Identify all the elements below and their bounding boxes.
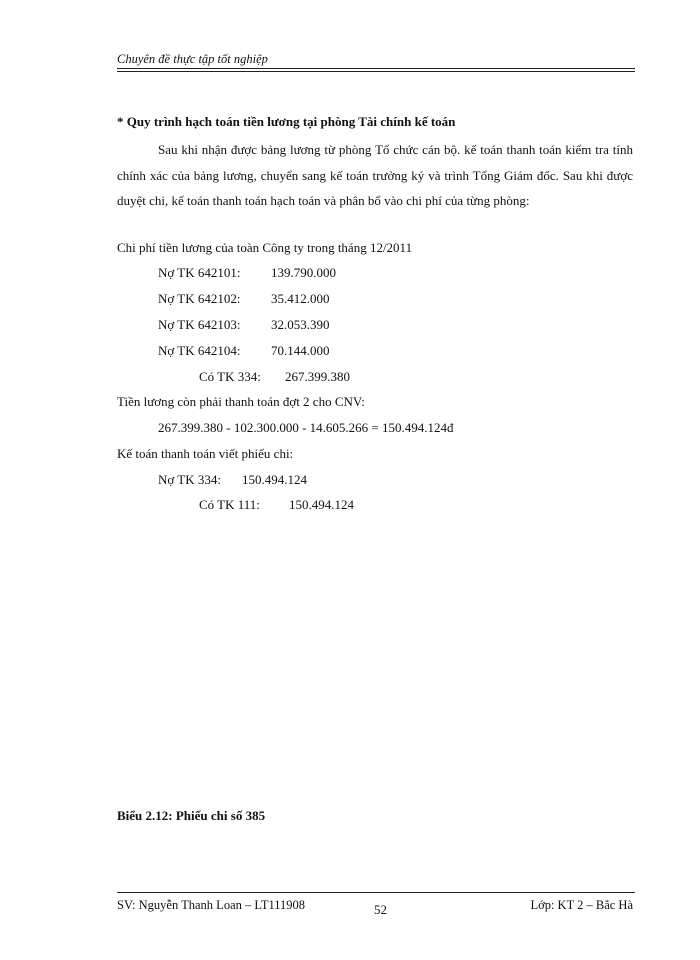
voucher-debit-amount: 150.494.124 — [242, 472, 307, 487]
exhibit-caption: Biểu 2.12: Phiếu chi số 385 — [117, 808, 266, 823]
page-number: 52 — [374, 902, 387, 917]
intro-paragraph: Sau khi nhận được bảng lương từ phòng Tổ chức cán bộ. kế toán thanh toán kiểm tra tính chính xác của bảng lương, chuyển sang kế toán trưởng ký và trình Tổng Giám đốc. Sau khi được duyệt chi, kế toán thanh toán hạch toán và phân bổ vào chi phí của từng phòng: — [117, 142, 633, 208]
section-heading: * Quy trình hạch toán tiền lương tại phòng Tài chính kế toán — [117, 114, 456, 129]
cost-title: Chi phí tiền lương của toàn Công ty trong tháng 12/2011 — [117, 240, 413, 255]
voucher-title: Kế toán thanh toán viết phiếu chi: — [117, 446, 294, 461]
voucher-credit-amount: 150.494.124 — [289, 497, 354, 512]
debit-account-3: Nợ TK 642103: — [158, 317, 241, 332]
remaining-title: Tiền lương còn phải thanh toán đợt 2 cho CNV: — [117, 394, 365, 409]
header-rule-top — [117, 68, 635, 69]
credit-amount: 267.399.380 — [285, 369, 350, 384]
debit-account-2: Nợ TK 642102: — [158, 291, 241, 306]
debit-account-4: Nợ TK 642104: — [158, 343, 241, 358]
debit-amount-1: 139.790.000 — [271, 265, 336, 280]
footer-class: Lớp: KT 2 – Bắc Hà — [530, 898, 633, 912]
voucher-credit-account: Có TK 111: — [199, 497, 260, 512]
debit-account-1: Nợ TK 642101: — [158, 265, 241, 280]
debit-amount-4: 70.144.000 — [271, 343, 330, 358]
debit-amount-2: 35.412.000 — [271, 291, 330, 306]
footer-student: SV: Nguyễn Thanh Loan – LT111908 — [117, 898, 306, 912]
remaining-formula: 267.399.380 - 102.300.000 - 14.605.266 = 150.494.124đ — [158, 420, 454, 435]
header-title: Chuyên đề thực tập tốt nghiệp — [117, 52, 268, 66]
header-rule-bottom — [117, 71, 635, 72]
credit-account: Có TK 334: — [199, 369, 261, 384]
debit-amount-3: 32.053.390 — [271, 317, 330, 332]
voucher-debit-account: Nợ TK 334: — [158, 472, 221, 487]
footer-rule — [117, 892, 635, 893]
